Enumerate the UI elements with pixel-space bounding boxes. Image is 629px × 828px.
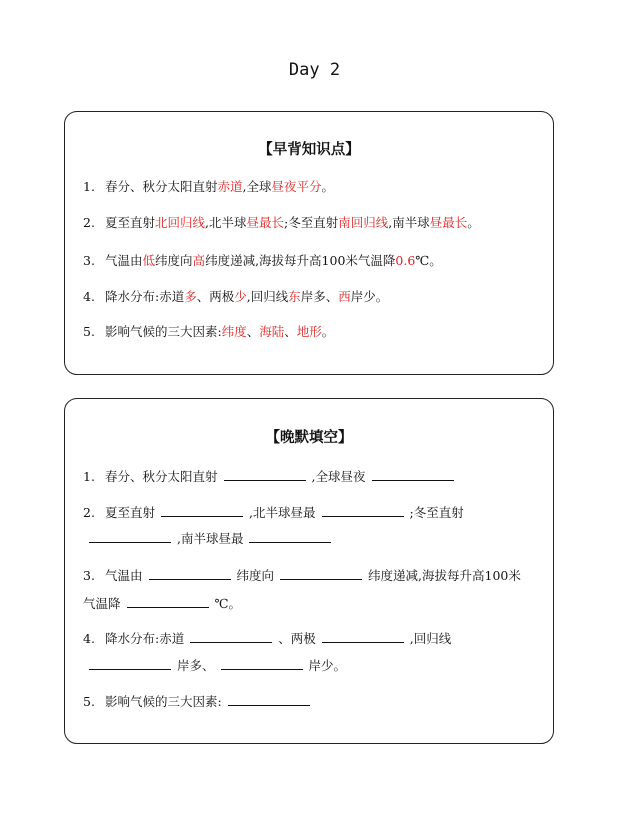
morning-card — [64, 111, 554, 375]
knowledge-item — [83, 215, 480, 231]
item-text: ;冬至直射 — [409, 505, 464, 520]
answer-blank[interactable] — [161, 504, 243, 517]
answer-blank[interactable] — [89, 530, 171, 543]
item-text: 、 — [284, 324, 297, 339]
item-text: 、 — [246, 324, 260, 339]
item-text: ,北半球 — [205, 215, 247, 230]
item-text: 纬度递减,海拔每升高100米 — [368, 568, 521, 583]
item-text: ,回归线 — [246, 289, 289, 304]
item-text: 。 — [467, 215, 480, 230]
fill-item-5 — [83, 693, 316, 710]
item-number: 1. — [83, 179, 95, 194]
item-number: 5. — [83, 694, 95, 709]
key-term: 地形 — [296, 324, 322, 339]
item-text: ,南半球昼最 — [177, 531, 244, 546]
item-text: ,南半球 — [388, 215, 430, 230]
key-term: 纬度 — [221, 324, 247, 339]
item-number: 4. — [83, 289, 95, 304]
key-term: 高 — [192, 253, 206, 268]
key-term: 赤道 — [217, 179, 243, 194]
item-text: 岸少。 — [308, 658, 347, 673]
fill-item-4 — [83, 630, 451, 647]
item-text: 降水分布:赤道 — [105, 289, 185, 304]
fill-item-3-cont — [83, 595, 241, 612]
key-term: 西 — [338, 289, 351, 304]
item-number: 4. — [83, 631, 95, 646]
answer-blank[interactable] — [322, 630, 404, 643]
item-text: ,回归线 — [409, 631, 452, 646]
key-term: 0.6 — [395, 253, 416, 268]
answer-blank[interactable] — [89, 657, 171, 670]
answer-blank[interactable] — [224, 468, 306, 481]
fill-item-3 — [83, 567, 521, 584]
key-term: 少 — [234, 289, 247, 304]
item-text: 春分、秋分太阳直射 — [105, 179, 218, 194]
knowledge-item — [83, 253, 442, 269]
answer-blank[interactable] — [221, 657, 303, 670]
key-term: 昼最长 — [246, 215, 285, 230]
key-term: 多 — [184, 289, 197, 304]
page-title: Day 2 — [288, 60, 341, 80]
item-number: 1. — [83, 469, 95, 484]
item-number: 5. — [83, 324, 95, 339]
item-text: 影响气候的三大因素: — [105, 694, 222, 709]
knowledge-item — [83, 324, 334, 340]
key-term: 昼最长 — [429, 215, 468, 230]
item-text: ,北半球昼最 — [249, 505, 316, 520]
answer-blank[interactable] — [228, 693, 310, 706]
fill-item-4-cont — [89, 657, 346, 674]
item-text: 。 — [321, 179, 335, 194]
item-number: 3. — [83, 253, 95, 268]
item-text: 岸多、 — [300, 289, 339, 304]
item-text: 春分、秋分太阳直射 — [105, 469, 218, 484]
item-text: 纬度递减,海拔每升高100米气温降 — [205, 253, 396, 268]
evening-card — [64, 398, 554, 744]
item-text: 气温由 — [105, 568, 143, 583]
key-term: 昼夜平分 — [271, 179, 322, 194]
answer-blank[interactable] — [372, 468, 454, 481]
item-text: 岸多、 — [177, 658, 215, 673]
answer-blank[interactable] — [127, 595, 209, 608]
item-text: ;冬至直射 — [284, 215, 339, 230]
item-text: 气温由 — [105, 253, 143, 268]
item-text: 夏至直射 — [105, 215, 156, 230]
key-term: 北回归线 — [155, 215, 206, 230]
fill-item-2 — [83, 504, 464, 521]
answer-blank[interactable] — [280, 567, 362, 580]
item-text: ,全球昼夜 — [311, 469, 366, 484]
answer-blank[interactable] — [322, 504, 404, 517]
evening-heading: 【晚默填空】 — [265, 430, 353, 446]
knowledge-item — [83, 289, 388, 305]
item-text: 降水分布:赤道 — [105, 631, 185, 646]
key-term: 低 — [142, 253, 156, 268]
key-term: 东 — [288, 289, 301, 304]
fill-item-1 — [83, 468, 460, 485]
item-text: ℃。 — [415, 253, 442, 268]
item-number: 3. — [83, 568, 95, 583]
item-text: 。 — [321, 324, 335, 339]
key-term: 海陆 — [259, 324, 285, 339]
item-text: 、两极 — [278, 631, 316, 646]
item-text: 影响气候的三大因素: — [105, 324, 222, 339]
item-text: ℃。 — [214, 596, 241, 611]
knowledge-item — [83, 179, 334, 195]
item-text: ,全球 — [242, 179, 272, 194]
answer-blank[interactable] — [190, 630, 272, 643]
item-text: 气温降 — [83, 596, 121, 611]
item-number: 2. — [83, 505, 95, 520]
item-number: 2. — [83, 215, 95, 230]
item-text: 、两极 — [196, 289, 235, 304]
item-text: 夏至直射 — [105, 505, 156, 520]
item-text: 纬度向 — [236, 568, 275, 583]
item-text: 纬度向 — [155, 253, 193, 268]
answer-blank[interactable] — [249, 530, 331, 543]
answer-blank[interactable] — [149, 567, 231, 580]
key-term: 南回归线 — [338, 215, 389, 230]
fill-item-2-cont — [89, 530, 337, 547]
item-text: 岸少。 — [350, 289, 389, 304]
morning-heading: 【早背知识点】 — [258, 142, 360, 158]
